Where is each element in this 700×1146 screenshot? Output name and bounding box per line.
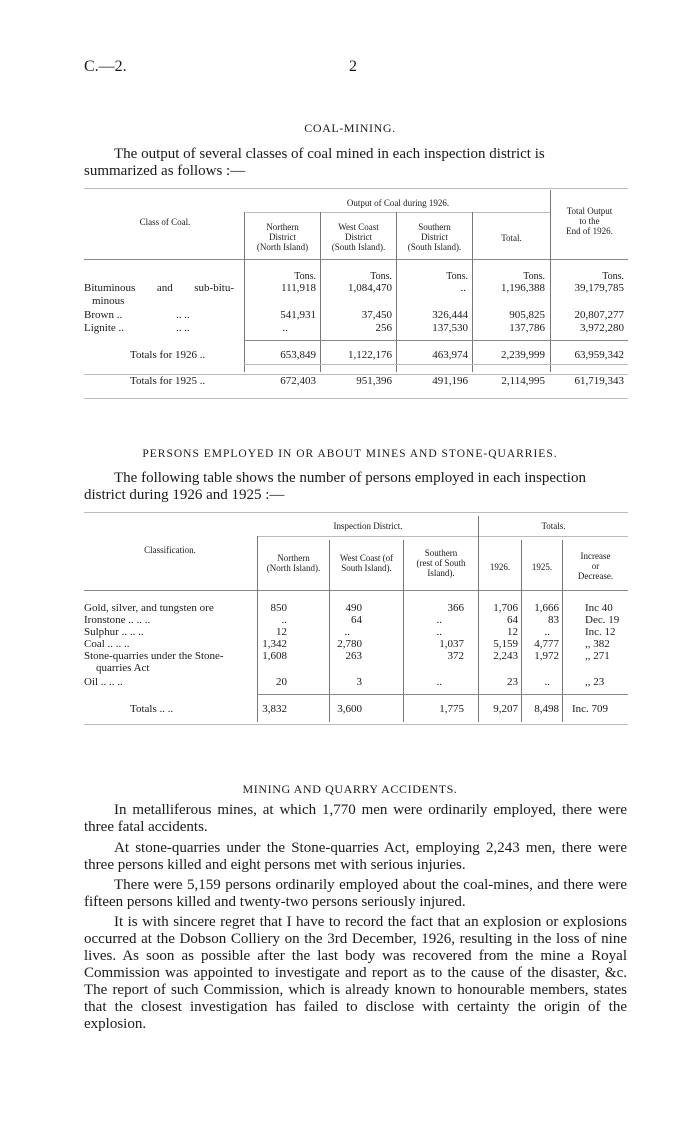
coal-cell: 37,450 — [361, 309, 392, 321]
persons-cell: 1,972 — [534, 650, 559, 662]
persons-cell: 850 — [270, 602, 287, 614]
persons-row-label: Sulphur .. .. .. — [84, 626, 144, 638]
page-number: 2 — [349, 58, 357, 75]
persons-cell: 1,037 — [439, 638, 464, 650]
persons-cell: 372 — [447, 650, 464, 662]
coal-class-header: Class of Coal. — [139, 217, 191, 227]
coal-cell: .. — [460, 282, 466, 294]
coal-unit-output: Tons. — [602, 271, 624, 282]
persons-cell: 1,706 — [493, 602, 518, 614]
persons-cell: 12 — [276, 626, 287, 638]
coal-col-total-output: Total Output to the End of 1926. — [566, 206, 613, 236]
persons-total-cell: 8,498 — [534, 703, 559, 715]
persons-cell: 2,243 — [493, 650, 518, 662]
persons-col-northern: Northern (North Island). — [266, 553, 321, 573]
coal-row-dots: .. .. — [176, 322, 190, 334]
coal-col-total: Total. — [501, 233, 522, 243]
persons-cell: 4,777 — [534, 638, 559, 650]
persons-cell: 5,159 — [493, 638, 518, 650]
coal-row-label: Bituminous and sub-bitu- — [84, 282, 234, 294]
coal-unit-northern: Tons. — [294, 271, 316, 282]
persons-cell: 20 — [276, 676, 287, 688]
persons-total-cell: 9,207 — [493, 703, 518, 715]
persons-cell: 1,666 — [534, 602, 559, 614]
coal-col-west-coast: West Coast District (South Island). — [331, 222, 386, 252]
persons-col-west-coast: West Coast (of South Island). — [339, 553, 394, 573]
coal-totals-1926-label: Totals for 1926 .. — [130, 349, 206, 361]
coal-row-label: Lignite .. — [84, 322, 125, 334]
accident-paragraph-3: There were 5,159 persons ordinarily employed about the coal-mines, and there were fifteen persons killed and twenty-two persons seriously injured. — [84, 877, 627, 910]
persons-col-southern: Southern (rest of South Island). — [416, 548, 466, 578]
persons-row-label: Oil .. .. .. — [84, 676, 123, 688]
coal-total-cell: 61,719,343 — [574, 375, 624, 387]
coal-cell: .. — [282, 322, 288, 334]
coal-group-header: Output of Coal during 1926. — [346, 198, 450, 208]
coal-cell: 137,786 — [509, 322, 545, 334]
persons-col-1925: 1925. — [531, 562, 553, 572]
persons-total-cell: 1,775 — [439, 703, 464, 715]
persons-cell: 1,608 — [262, 650, 287, 662]
coal-total-cell: 1,122,176 — [348, 349, 392, 361]
persons-cell: 83 — [548, 614, 559, 626]
persons-intro-first: The following table shows the number of persons employed in each inspection — [114, 470, 586, 486]
coal-row-dots: .. .. — [176, 309, 190, 321]
persons-cell: ,, 23 — [585, 676, 605, 688]
coal-total-cell: 463,974 — [432, 349, 468, 361]
coal-total-cell: 672,403 — [280, 375, 316, 387]
document-reference: C.—2. — [84, 58, 127, 75]
persons-group-totals: Totals. — [541, 521, 566, 531]
persons-cell: .. — [436, 614, 442, 626]
persons-cell: .. — [281, 614, 287, 626]
persons-col-change: Increase or Decrease. — [577, 551, 614, 581]
persons-class-header: Classification. — [144, 545, 196, 555]
persons-cell: ,, 382 — [585, 638, 610, 650]
accident-paragraph-4: It is with sincere regret that I have to record the fact that an explosion or explosions occurred at the Dobson Colliery on the 3rd December, 1926, resulting in the loss of nine lives. As soon as possible after the last body was recovered from the mine a Royal Commission was appointed to investigate and report as to the cause of the disaster, &c. The report of such Commission, which is already known to honourable members, states that the closest investigation has failed to disclose with certainty the origin of the explosion. — [84, 914, 627, 1032]
accident-paragraph-1: In metalliferous mines, at which 1,770 men were ordinarily employed, there were three fatal accidents. — [84, 802, 627, 835]
coal-unit-southern: Tons. — [446, 271, 468, 282]
persons-row-label: Coal .. .. .. — [84, 638, 130, 650]
persons-cell: Inc. 12 — [585, 626, 616, 638]
persons-totals-label: Totals .. .. — [130, 703, 174, 715]
coal-cell: 137,530 — [432, 322, 468, 334]
coal-cell: 326,444 — [432, 309, 468, 321]
persons-total-cell: 3,600 — [337, 703, 362, 715]
coal-col-southern: Southern District (South Island). — [407, 222, 462, 252]
coal-totals-1925-label: Totals for 1925 .. — [130, 375, 206, 387]
coal-cell: 39,179,785 — [574, 282, 624, 294]
persons-row-label: Ironstone .. .. .. — [84, 614, 151, 626]
persons-cell: 1,342 — [262, 638, 287, 650]
coal-total-cell: 63,959,342 — [574, 349, 624, 361]
persons-row-label: Gold, silver, and tungsten ore — [84, 602, 214, 614]
persons-cell: .. — [436, 676, 442, 688]
persons-cell: 3 — [356, 676, 362, 688]
persons-cell: Dec. 19 — [585, 614, 620, 626]
persons-group-inspection: Inspection District. — [333, 521, 403, 531]
coal-unit-west: Tons. — [370, 271, 392, 282]
coal-total-cell: 491,196 — [432, 375, 468, 387]
coal-intro-first: The output of several classes of coal mined in each inspection district is — [114, 146, 545, 162]
coal-total-cell: 2,239,999 — [501, 349, 545, 361]
persons-cell: .. — [544, 676, 550, 688]
persons-cell: 366 — [447, 602, 464, 614]
coal-col-northern: Northern District (North Island) — [256, 222, 309, 252]
persons-cell: 23 — [507, 676, 518, 688]
coal-total-cell: 2,114,995 — [501, 375, 545, 387]
persons-total-cell: Inc. 709 — [572, 703, 609, 715]
persons-col-1926: 1926. — [489, 562, 511, 572]
coal-unit-total: Tons. — [523, 271, 545, 282]
persons-total-cell: 3,832 — [262, 703, 287, 715]
persons-employed-heading: PERSONS EMPLOYED IN OR ABOUT MINES AND STONE-QUARRIES. — [142, 448, 558, 460]
coal-total-cell: 653,849 — [280, 349, 316, 361]
coal-cell: 20,807,277 — [574, 309, 624, 321]
persons-cell: 2,780 — [337, 638, 362, 650]
coal-cell: 541,931 — [280, 309, 316, 321]
persons-row-label-cont: quarries Act — [96, 662, 150, 674]
coal-cell: 256 — [375, 322, 392, 334]
coal-row-label-cont: minous — [92, 295, 125, 307]
coal-row-label: Brown .. — [84, 309, 123, 321]
coal-cell: 111,918 — [281, 282, 316, 294]
coal-intro-rest: summarized as follows :— — [84, 163, 246, 179]
persons-cell: 64 — [351, 614, 362, 626]
persons-cell: ,, 271 — [585, 650, 610, 662]
persons-cell: .. — [544, 626, 550, 638]
accidents-heading: MINING AND QUARRY ACCIDENTS. — [242, 782, 458, 796]
coal-mining-heading: COAL-MINING. — [304, 121, 396, 135]
persons-cell: 490 — [345, 602, 362, 614]
coal-total-cell: 951,396 — [356, 375, 392, 387]
coal-cell: 1,196,388 — [501, 282, 545, 294]
accident-paragraph-2: At stone-quarries under the Stone-quarries Act, employing 2,243 men, there were three persons killed and eight persons met with serious injuries. — [84, 840, 627, 873]
persons-cell: 12 — [507, 626, 518, 638]
persons-cell: 263 — [345, 650, 362, 662]
persons-cell: Inc 40 — [585, 602, 613, 614]
persons-cell: .. — [436, 626, 442, 638]
persons-cell: 64 — [507, 614, 518, 626]
coal-cell: 1,084,470 — [348, 282, 392, 294]
coal-cell: 905,825 — [509, 309, 545, 321]
coal-cell: 3,972,280 — [580, 322, 624, 334]
persons-intro-rest: district during 1926 and 1925 :— — [84, 487, 285, 503]
persons-cell: .. — [344, 626, 350, 638]
persons-row-label: Stone-quarries under the Stone- — [84, 650, 224, 662]
